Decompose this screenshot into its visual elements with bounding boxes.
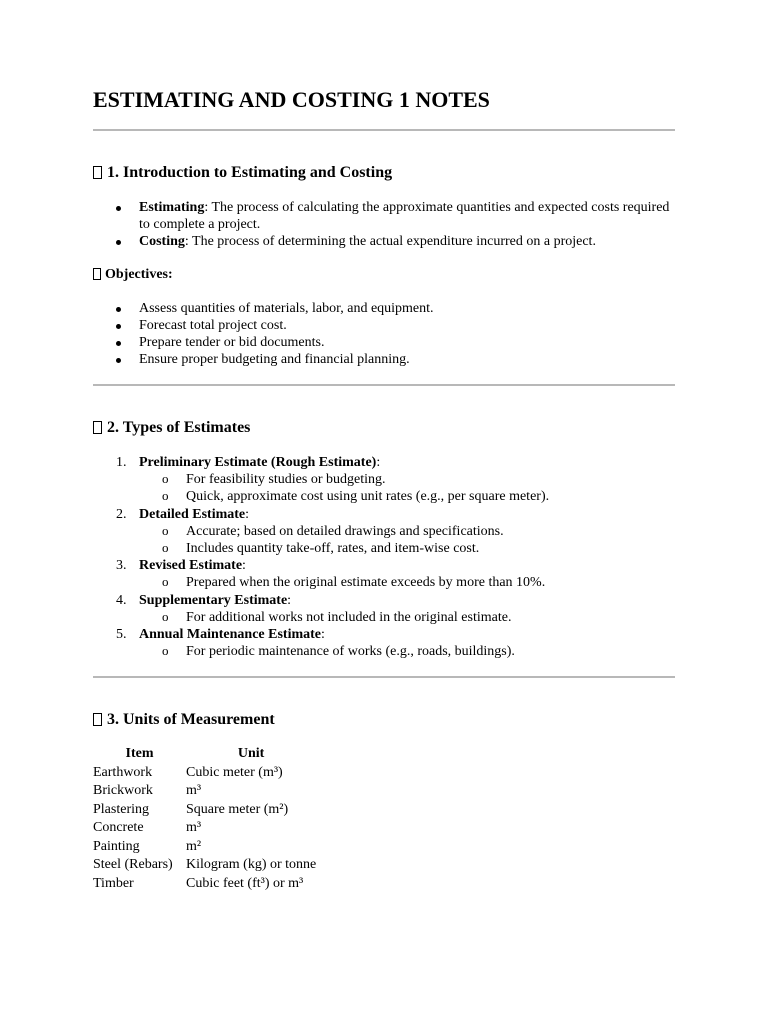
list-item: Ensure proper budgeting and financial planning. bbox=[93, 351, 675, 368]
sub-bullet-marker: o bbox=[162, 471, 169, 487]
table-row bbox=[93, 875, 316, 894]
term: Detailed Estimate bbox=[139, 506, 246, 522]
term: Estimating bbox=[139, 200, 205, 215]
unit-cell: m³ bbox=[186, 820, 202, 835]
sub-item-text: Accurate; based on detailed drawings and specifications. bbox=[186, 523, 504, 539]
section-2-heading bbox=[93, 418, 250, 438]
table-row bbox=[93, 801, 316, 820]
unit-cell: m³ bbox=[186, 783, 202, 798]
column-header-unit: Unit bbox=[237, 746, 265, 761]
item-number: 4. bbox=[116, 592, 127, 608]
colon: : bbox=[376, 455, 381, 470]
sub-item bbox=[93, 609, 675, 626]
section-1-bullets bbox=[93, 199, 675, 250]
table-row bbox=[93, 819, 316, 838]
item-number: 3. bbox=[116, 558, 127, 574]
sub-item bbox=[93, 574, 675, 591]
column-header-item: Item bbox=[125, 746, 154, 761]
item-number: 1. bbox=[116, 455, 127, 470]
sub-bullet-marker: o bbox=[162, 522, 169, 538]
term: Preliminary Estimate (Rough Estimate) bbox=[139, 455, 377, 470]
unit-cell: Square meter (m²) bbox=[186, 801, 289, 817]
section-1-heading-text: 1. Introduction to Estimating and Costing bbox=[107, 164, 393, 181]
item-cell: Plastering bbox=[93, 801, 149, 817]
sub-item bbox=[93, 643, 675, 660]
sub-item bbox=[93, 471, 675, 488]
item-cell: Painting bbox=[93, 838, 140, 854]
definition: : The process of determining the actual expenditure incurred on a project. bbox=[184, 234, 596, 249]
sub-item bbox=[93, 540, 675, 557]
list-item bbox=[93, 557, 675, 591]
divider bbox=[93, 676, 675, 678]
section-3-heading-text: 3. Units of Measurement bbox=[107, 711, 275, 728]
divider bbox=[93, 129, 675, 131]
section-1-heading bbox=[93, 163, 392, 183]
divider bbox=[93, 384, 675, 386]
sub-item-text: For additional works not included in the original estimate. bbox=[186, 609, 512, 625]
table-header-row bbox=[93, 745, 316, 764]
sub-item bbox=[93, 488, 675, 505]
item-cell: Timber bbox=[93, 875, 134, 891]
list-item: Assess quantities of materials, labor, and equipment. bbox=[93, 300, 675, 317]
unit-cell: Kilogram (kg) or tonne bbox=[186, 857, 317, 872]
list-item bbox=[93, 592, 675, 626]
sub-item-text: Quick, approximate cost using unit rates (e.g., per square meter). bbox=[186, 489, 550, 505]
colon: : bbox=[287, 592, 292, 608]
sub-bullet-marker: o bbox=[162, 488, 169, 504]
list-item: Prepare tender or bid documents. bbox=[93, 334, 675, 351]
item-cell: Steel (Rebars) bbox=[93, 857, 173, 872]
list-item bbox=[93, 626, 675, 660]
sub-item-text: Includes quantity take-off, rates, and item-wise cost. bbox=[186, 541, 480, 557]
colon: : bbox=[321, 627, 325, 643]
list-item bbox=[93, 454, 675, 506]
missing-glyph-icon bbox=[93, 713, 102, 726]
term: Costing bbox=[139, 234, 185, 249]
colon: : bbox=[242, 558, 246, 574]
item-cell: Concrete bbox=[93, 820, 144, 835]
list-item bbox=[93, 199, 675, 233]
sub-item-text: For periodic maintenance of works (e.g., roads, buildings). bbox=[186, 644, 515, 660]
table-row bbox=[93, 856, 316, 875]
term: Annual Maintenance Estimate bbox=[139, 627, 321, 643]
sub-item bbox=[93, 523, 675, 540]
sub-item-text: For feasibility studies or budgeting. bbox=[186, 472, 386, 488]
table-row bbox=[93, 838, 316, 857]
list-item: Forecast total project cost. bbox=[93, 317, 675, 334]
colon: : bbox=[245, 506, 250, 522]
item-cell: Earthwork bbox=[93, 764, 153, 780]
sub-bullet-marker: o bbox=[162, 643, 169, 659]
sub-bullet-marker: o bbox=[162, 608, 169, 624]
missing-glyph-icon bbox=[93, 166, 102, 179]
unit-cell: Cubic feet (ft³) or m³ bbox=[186, 875, 304, 891]
item-number: 5. bbox=[116, 627, 127, 643]
item-number: 2. bbox=[116, 506, 127, 522]
objectives-heading bbox=[93, 266, 173, 284]
sub-bullet-marker: o bbox=[162, 540, 169, 556]
table-row bbox=[93, 782, 316, 801]
estimate-types-list bbox=[93, 454, 675, 660]
units-table bbox=[93, 745, 316, 893]
missing-glyph-icon bbox=[93, 268, 101, 280]
list-item bbox=[93, 506, 675, 558]
objectives-heading-text: Objectives: bbox=[105, 267, 173, 282]
missing-glyph-icon bbox=[93, 421, 102, 434]
term: Supplementary Estimate bbox=[139, 592, 288, 608]
unit-cell: m² bbox=[186, 838, 202, 854]
document-title: ESTIMATING AND COSTING 1 NOTES bbox=[93, 87, 490, 112]
sub-bullet-marker: o bbox=[162, 574, 169, 590]
section-3-heading bbox=[93, 710, 275, 730]
table-row bbox=[93, 764, 316, 783]
term: Revised Estimate bbox=[139, 558, 243, 574]
unit-cell: Cubic meter (m³) bbox=[186, 764, 283, 780]
item-cell: Brickwork bbox=[93, 783, 153, 798]
section-2-heading-text: 2. Types of Estimates bbox=[107, 419, 251, 436]
objectives-list bbox=[93, 300, 675, 368]
sub-item-text: Prepared when the original estimate exceeds by more than 10%. bbox=[186, 575, 546, 591]
definition: : The process of calculating the approximate quantities and expected costs required to complete a project. bbox=[139, 200, 670, 232]
list-item bbox=[93, 233, 675, 250]
